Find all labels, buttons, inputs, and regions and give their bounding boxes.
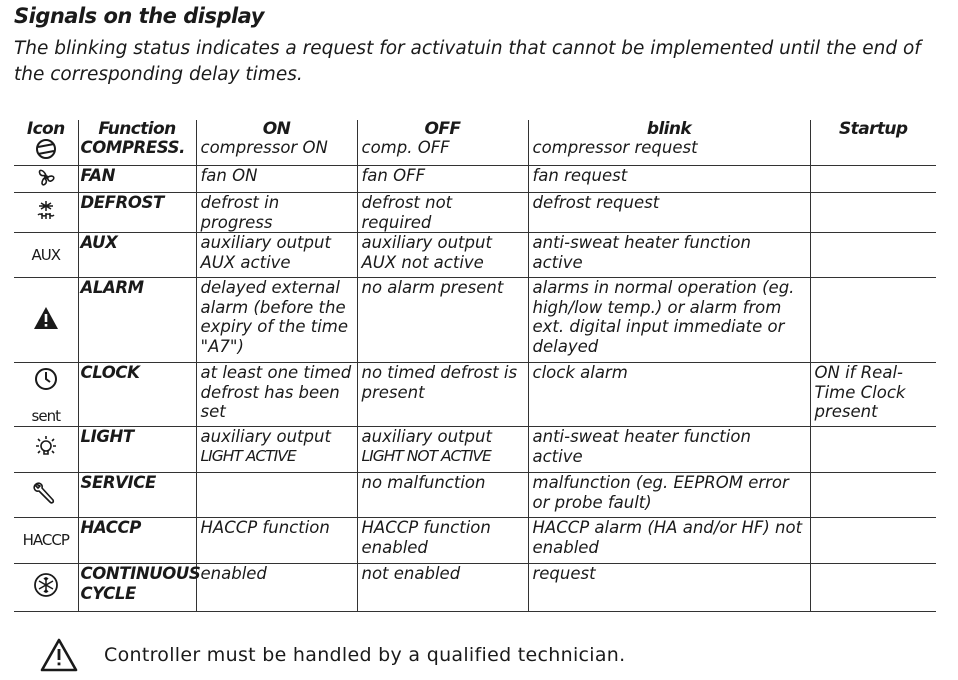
off-cell: defrost not required bbox=[357, 193, 528, 233]
off-cell: no malfunction bbox=[357, 473, 528, 518]
off-cell: no alarm present bbox=[357, 278, 528, 363]
page-title: Signals on the display bbox=[14, 4, 264, 28]
on-cell bbox=[196, 473, 357, 518]
on-line: auxiliary output bbox=[200, 427, 331, 446]
header-on: ON bbox=[196, 120, 357, 138]
intro-text: The blinking status indicates a request for activatuin that cannot be implemented until the end of the corresponding delay times. bbox=[14, 38, 921, 85]
startup-cell bbox=[810, 278, 936, 363]
startup-cell bbox=[810, 518, 936, 564]
clock-icon-label: sent bbox=[31, 406, 60, 425]
table-row bbox=[14, 165, 936, 193]
on-cell: fan ON bbox=[196, 165, 357, 193]
off-cell bbox=[357, 427, 528, 473]
startup-cell bbox=[810, 165, 936, 193]
on-line-2: AUX active bbox=[200, 252, 291, 272]
startup-cell bbox=[810, 427, 936, 473]
blink-cell: malfunction (eg. EEPROM error or probe fault) bbox=[528, 473, 810, 518]
header-blink: blink bbox=[528, 120, 810, 138]
continuous-cycle-icon bbox=[33, 572, 59, 598]
warning-icon bbox=[40, 638, 78, 672]
on-cell bbox=[196, 427, 357, 473]
blink-cell: request bbox=[528, 564, 810, 612]
off-cell: not enabled bbox=[357, 564, 528, 612]
function-label: SERVICE bbox=[78, 473, 196, 518]
blink-cell: fan request bbox=[528, 165, 810, 193]
table-row bbox=[14, 278, 936, 363]
off-line-2: AUX not active bbox=[361, 252, 484, 272]
on-cell bbox=[196, 233, 357, 278]
function-label: DEFROST bbox=[78, 193, 196, 233]
haccp-icon-label: HACCP bbox=[22, 531, 69, 550]
header-row bbox=[14, 120, 936, 138]
function-label: COMPRESS. bbox=[78, 138, 196, 165]
off-line-2: LIGHT NOT ACTIVE bbox=[361, 446, 491, 465]
off-cell bbox=[357, 233, 528, 278]
function-label: CLOCK bbox=[78, 363, 196, 427]
startup-cell bbox=[810, 473, 936, 518]
blink-cell: alarms in normal operation (eg. high/low temp.) or alarm from ext. digital input immediate or delayed bbox=[528, 278, 810, 363]
table-row bbox=[14, 193, 936, 233]
startup-cell bbox=[810, 193, 936, 233]
startup-cell bbox=[810, 564, 936, 612]
aux-icon-label: AUX bbox=[31, 245, 61, 264]
clock-icon bbox=[34, 367, 58, 391]
on-cell: compressor ON bbox=[196, 138, 357, 165]
table-row bbox=[14, 233, 936, 278]
blink-cell: defrost request bbox=[528, 193, 810, 233]
function-label: CONTINUOUS CYCLE bbox=[78, 564, 196, 612]
table-row bbox=[14, 138, 936, 165]
on-cell: HACCP function bbox=[196, 518, 357, 564]
footer-warning bbox=[40, 638, 625, 672]
alarm-icon bbox=[33, 306, 59, 330]
table-row bbox=[14, 363, 936, 427]
function-label: AUX bbox=[78, 233, 196, 278]
off-line: auxiliary output bbox=[361, 233, 492, 252]
on-line-2: LIGHT ACTIVE bbox=[200, 446, 296, 465]
function-label: HACCP bbox=[78, 518, 196, 564]
off-cell: no timed defrost is present bbox=[357, 363, 528, 427]
defrost-icon bbox=[34, 199, 58, 221]
blink-cell: compressor request bbox=[528, 138, 810, 165]
on-cell: delayed external alarm (before the expiry of the time "A7") bbox=[196, 278, 357, 363]
off-cell: HACCP function enabled bbox=[357, 518, 528, 564]
header-startup: Startup bbox=[810, 120, 936, 138]
fan-icon bbox=[34, 166, 58, 188]
off-cell: fan OFF bbox=[357, 165, 528, 193]
blink-cell: anti-sweat heater function active bbox=[528, 427, 810, 473]
light-icon bbox=[32, 435, 60, 459]
function-label: FAN bbox=[78, 165, 196, 193]
table-row bbox=[14, 427, 936, 473]
startup-cell: ON if Real-Time Clock present bbox=[810, 363, 936, 427]
blink-cell: clock alarm bbox=[528, 363, 810, 427]
on-cell: defrost in progress bbox=[196, 193, 357, 233]
on-cell: at least one timed defrost has been set bbox=[196, 363, 357, 427]
function-label: ALARM bbox=[78, 278, 196, 363]
blink-cell: anti-sweat heater function active bbox=[528, 233, 810, 278]
off-line: auxiliary output bbox=[361, 427, 492, 446]
off-cell: comp. OFF bbox=[357, 138, 528, 165]
footer-text: Controller must be handled by a qualified technician. bbox=[104, 644, 626, 666]
service-icon bbox=[33, 481, 59, 505]
on-line: auxiliary output bbox=[200, 233, 331, 252]
table-row bbox=[14, 564, 936, 612]
startup-cell bbox=[810, 138, 936, 165]
signals-table bbox=[14, 120, 936, 612]
function-label: LIGHT bbox=[78, 427, 196, 473]
table-row bbox=[14, 473, 936, 518]
header-off: OFF bbox=[357, 120, 528, 138]
compressor-icon bbox=[35, 138, 57, 160]
on-cell: enabled bbox=[196, 564, 357, 612]
startup-cell bbox=[810, 233, 936, 278]
header-icon: Icon bbox=[26, 119, 65, 139]
blink-cell: HACCP alarm (HA and/or HF) not enabled bbox=[528, 518, 810, 564]
header-function: Function bbox=[78, 120, 196, 138]
table-row bbox=[14, 518, 936, 564]
